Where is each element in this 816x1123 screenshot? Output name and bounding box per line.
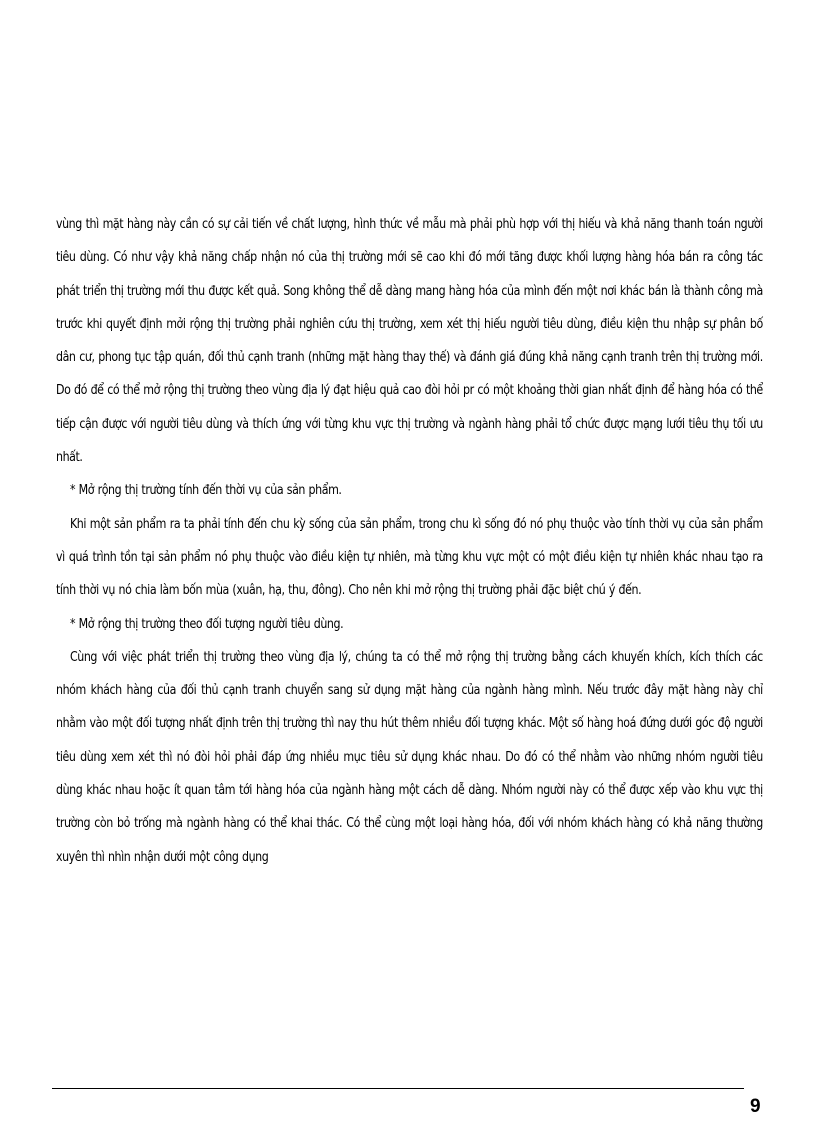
paragraph-consumer-expansion: Cùng với việc phát triển thị trường theo vùng địa lý, chúng ta có thể mở rộng thị trường bằng cách khuyến khích, kích thích các nhóm khách hàng của đối thủ cạnh tranh chuyển sang sử dụng mặt hàng của ngành hàng mình. Nếu trước đây mặt hàng này chỉ nhằm vào một đối tượng nhất định trên thị trường thì nay thu hút thêm nhiều đối tượng khác. Một số hàng hoá đứng dưới góc độ người tiêu dùng xem xét thì nó đòi hỏi phải đáp ứng nhiều mục tiêu sử dụng khác nhau. Do đó có thể nhằm vào những nhóm người tiêu dùng khác nhau hoặc ít quan tâm tới hàng hóa của ngành hàng một cách dễ dàng. Nhóm người này có thể được xếp vào khu vực thị trường còn bỏ trống mà ngành hàng có thể khai thác. Có thể cùng một loại hàng hóa, đối với nhóm khách hàng có khả năng thường xuyên thì nhìn nhận dưới một công dụng [56, 649, 763, 865]
heading-consumer-expansion: * Mở rộng thị trường theo đối tượng người tiêu dùng. [69, 616, 344, 632]
body-text [56, 208, 762, 874]
footer-divider [52, 1088, 744, 1089]
paragraph-seasonal-expansion: Khi một sản phẩm ra ta phải tính đến chu kỳ sống của sản phẩm, trong chu kì sống đó nó phụ thuộc vào tính thời vụ của sản phẩm vì quá trình tồn tại sản phẩm nó phụ thuộc vào điều kiện tự nhiên, mà từng khu vực một có một điều kiện tự nhiên khác nhau tạo ra tính thời vụ nó chia làm bốn mùa (xuân, hạ, thu, đông). Cho nên khi mở rộng thị trường phải đặc biệt chú ý đến. [56, 516, 763, 599]
paragraph-regional-expansion: vùng thì mặt hàng này cần có sự cải tiến về chất lượng, hình thức về mẫu mà phải phù hợp với thị hiếu và khả năng thanh toán người tiêu dùng. Có như vậy khả năng chấp nhận nó của thị trường mới sẽ cao khi đó mới tăng được khối lượng hàng hóa bán ra công tác phát triển thị trường mới thu được kết quả. Song không thể dễ dàng mang hàng hóa của mình đến một nơi khác bán là thành công mà trước khi quyết định mởi rộng thị trường phải nghiên cứu thị trường, xem xét thị hiếu người tiêu dùng, điều kiện thu nhập sự phân bố dân cư, phong tục tập quán, đối thủ cạnh tranh (những mặt hàng thay thế) và đánh giá đúng khả năng cạnh tranh trên thị trường mới. Do đó để có thể mở rộng thị trường theo vùng địa lý đạt hiệu quả cao đòi hỏi pr có một khoảng thời gian nhất định để hàng hóa có thể tiếp cận được với người tiêu dùng và thích ứng với từng khu vực thị trường và ngành hàng phải tổ chức được mạng lưới tiêu thụ tối ưu nhất. [56, 217, 763, 466]
heading-seasonal-expansion: * Mở rộng thị trường tính đến thời vụ của sản phẩm. [69, 483, 342, 499]
page-number: 9 [750, 1096, 761, 1117]
